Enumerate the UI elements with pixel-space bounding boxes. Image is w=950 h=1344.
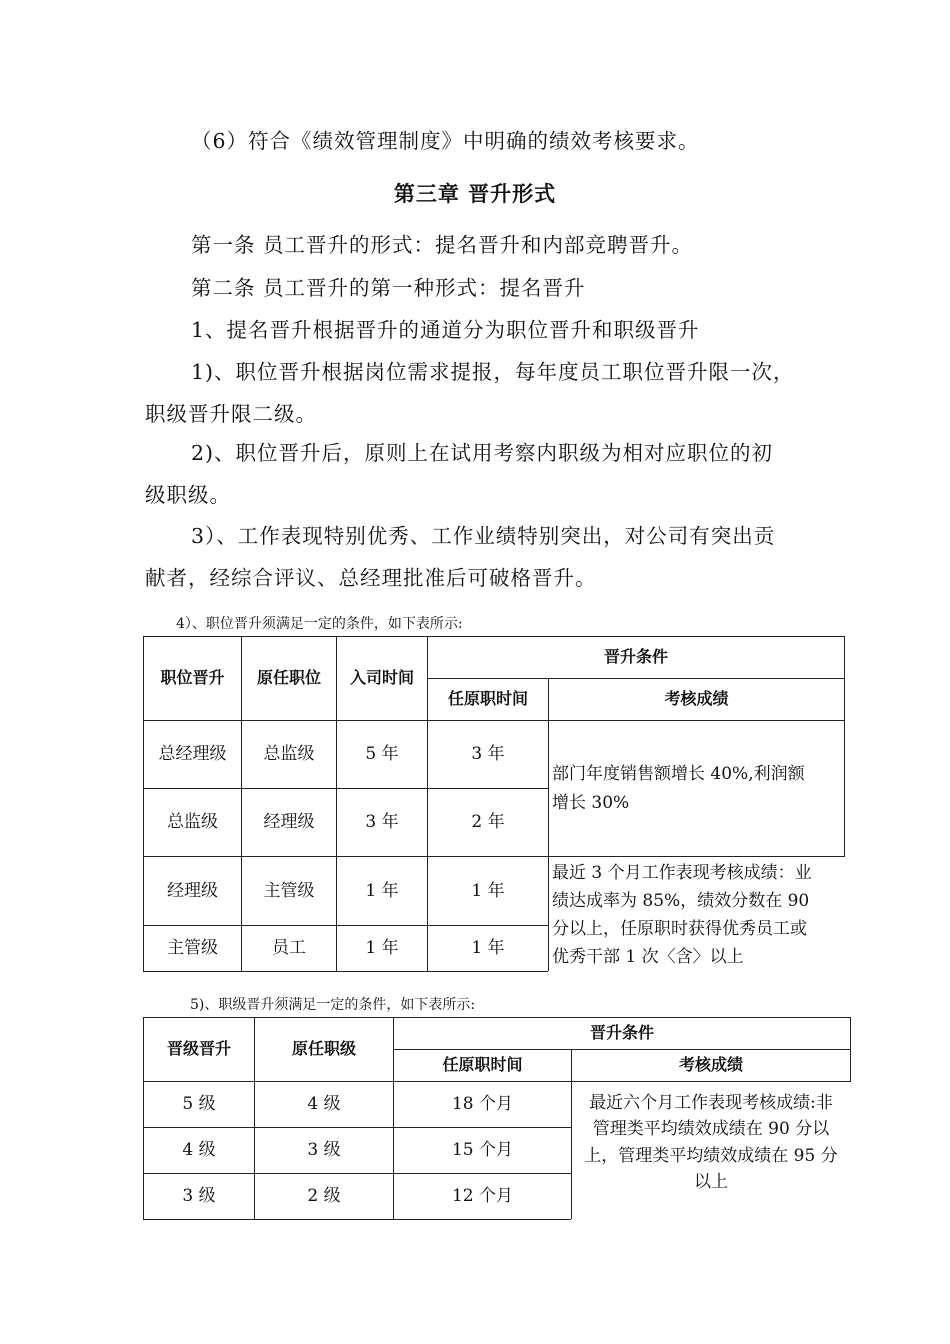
assessment-line: 管理类平均绩效成绩在 90 分以 [592, 1119, 830, 1140]
assessment-line: 最近六个月工作表现考核成绩:非 [589, 1093, 833, 1113]
assessment-line: 绩达成率为 85%，绩效分数在 90 [552, 891, 810, 912]
cell-original-position: 经理级 [242, 789, 337, 857]
table-2-caption: 5)、职级晋升须满足一定的条件，如下表所示: [190, 997, 476, 1013]
item-1-3-line-2: 献者，经综合评议、总经理批准后可破格晋升。 [145, 566, 597, 590]
assessment-line: 上，管理类平均绩效成绩在 95 分 [584, 1145, 838, 1166]
cell-join-time: 1 年 [337, 925, 428, 971]
article-1-text: 第一条 员工晋升的形式：提名晋升和内部竞聘晋升。 [191, 233, 694, 257]
cell-join-time: 1 年 [337, 857, 428, 926]
cell-tenure: 18 个月 [394, 1082, 572, 1128]
cell-tenure: 1 年 [428, 857, 549, 926]
header-original-position: 原任职位 [242, 637, 337, 721]
cell-original-grade: 4 级 [255, 1082, 394, 1128]
cell-original-position: 总监级 [242, 721, 337, 789]
header-grade-promotion: 晋级晋升 [144, 1018, 255, 1082]
cell-tenure: 3 年 [428, 721, 549, 789]
condition-6-text: （6）符合《绩效管理制度》中明确的绩效考核要求。 [191, 129, 700, 153]
header-assessment: 考核成绩 [572, 1050, 851, 1082]
header-promotion-conditions: 晋升条件 [394, 1018, 851, 1050]
cell-join-time: 5 年 [337, 721, 428, 789]
assessment-line: 部门年度销售额增长 40%,利润额 [552, 764, 805, 785]
cell-tenure: 1 年 [428, 925, 549, 971]
cell-grade: 3 级 [144, 1174, 255, 1220]
header-position-promotion: 职位晋升 [144, 637, 242, 721]
table-row [144, 721, 845, 789]
cell-assessment-junior [549, 857, 845, 972]
cell-tenure: 15 个月 [394, 1128, 572, 1174]
header-assessment: 考核成绩 [549, 679, 845, 721]
header-join-time: 入司时间 [337, 637, 428, 721]
cell-position: 总经理级 [144, 721, 242, 789]
cell-tenure: 2 年 [428, 789, 549, 857]
cell-position: 经理级 [144, 857, 242, 926]
cell-assessment [572, 1082, 851, 1220]
cell-original-grade: 2 级 [255, 1174, 394, 1220]
assessment-line: 分以上，任原职时获得优秀员工或 [552, 919, 807, 940]
chapter-title: 第三章 晋升形式 [393, 182, 557, 206]
item-1-3-line-1: 3）、工作表现特别优秀、工作业绩特别突出，对公司有突出贡 [191, 524, 776, 548]
header-tenure: 任原职时间 [394, 1050, 572, 1082]
cell-grade: 4 级 [144, 1128, 255, 1174]
table-row [144, 1082, 851, 1128]
cell-original-position: 主管级 [242, 857, 337, 926]
header-promotion-conditions: 晋升条件 [428, 637, 845, 679]
cell-assessment-senior [549, 721, 845, 857]
assessment-line: 以上 [694, 1172, 728, 1193]
cell-position: 主管级 [144, 925, 242, 971]
assessment-line: 最近 3 个月工作表现考核成绩：业 [552, 863, 812, 883]
assessment-line: 优秀干部 1 次〈含〉以上 [552, 947, 744, 968]
grade-promotion-table [143, 1017, 851, 1220]
article-2-text: 第二条 员工晋升的第一种形式：提名晋升 [191, 276, 586, 300]
cell-grade: 5 级 [144, 1082, 255, 1128]
table-1-caption: 4）、职位晋升须满足一定的条件，如下表所示: [176, 616, 463, 632]
item-1-2-line-1: 2)、职位晋升后，原则上在试用考察内职级为相对应职位的初 [191, 441, 774, 465]
item-1-text: 1、提名晋升根据晋升的通道分为职位晋升和职级晋升 [191, 318, 700, 342]
item-1-2-line-2: 级职级。 [145, 483, 231, 507]
header-original-grade: 原任职级 [255, 1018, 394, 1082]
cell-tenure: 12 个月 [394, 1174, 572, 1220]
header-tenure: 任原职时间 [428, 679, 549, 721]
cell-join-time: 3 年 [337, 789, 428, 857]
cell-original-position: 员工 [242, 925, 337, 971]
item-1-1-line-1: 1)、职位晋升根据岗位需求提报，每年度员工职位晋升限一次， [191, 360, 795, 384]
table-row [144, 857, 845, 926]
cell-original-grade: 3 级 [255, 1128, 394, 1174]
item-1-1-line-2: 职级晋升限二级。 [145, 402, 317, 426]
assessment-line: 增长 30% [552, 792, 630, 813]
cell-position: 总监级 [144, 789, 242, 857]
position-promotion-table [143, 636, 845, 972]
